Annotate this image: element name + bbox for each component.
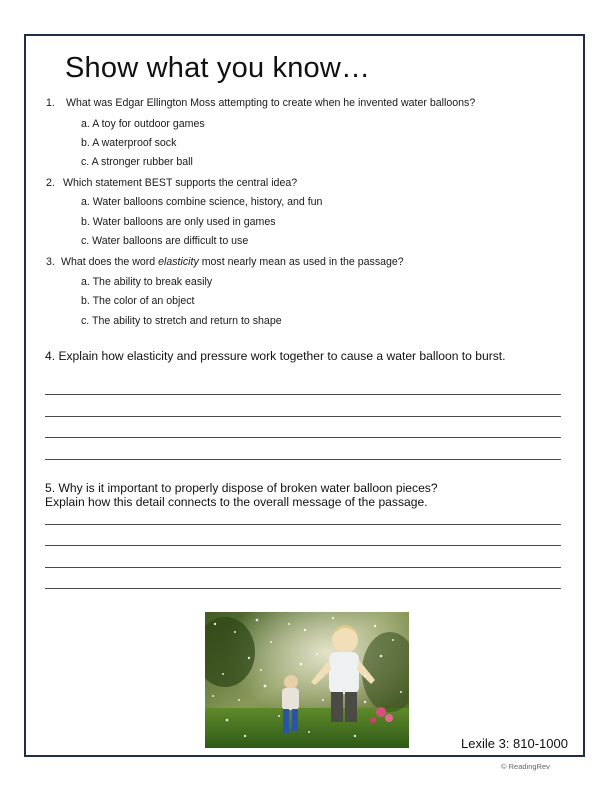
answer-line[interactable] xyxy=(45,416,561,417)
answer-line[interactable] xyxy=(45,588,561,589)
question-5-line-1: 5. Why is it important to properly dispose of broken water balloon pieces? xyxy=(45,481,438,495)
question-3 xyxy=(46,256,404,268)
question-1-option-b: b. A waterproof sock xyxy=(81,137,177,149)
question-2 xyxy=(46,177,297,189)
question-2-option-b: b. Water balloons are only used in games xyxy=(81,216,276,228)
question-3-option-b: b. The color of an object xyxy=(81,295,195,307)
kids-sprinkler-photo xyxy=(205,612,409,748)
question-2-option-a: a. Water balloons combine science, history, and fun xyxy=(81,196,323,208)
question-3-option-c: c. The ability to stretch and return to shape xyxy=(81,315,282,327)
copyright-notice: © ReadingRev xyxy=(501,762,550,771)
question-2-option-c: c. Water balloons are difficult to use xyxy=(81,235,249,247)
question-1 xyxy=(46,97,475,109)
question-1-number: 1. xyxy=(46,97,55,109)
page-title: Show what you know… xyxy=(65,52,371,84)
question-1-option-c: c. A stronger rubber ball xyxy=(81,156,193,168)
answer-line[interactable] xyxy=(45,524,561,525)
question-1-text: What was Edgar Ellington Moss attempting to create when he invented water balloons? xyxy=(65,97,476,109)
question-2-text: Which statement BEST supports the central idea? xyxy=(62,177,298,189)
answer-line[interactable] xyxy=(45,437,561,438)
question-3-emphasis: elasticity xyxy=(158,256,199,268)
question-3-option-a: a. The ability to break easily xyxy=(81,276,213,288)
question-3-number: 3. xyxy=(46,256,55,268)
question-2-number: 2. xyxy=(46,177,55,189)
question-4-text: 4. Explain how elasticity and pressure work together to cause a water balloon to burst. xyxy=(45,349,506,363)
question-3-text-after: most nearly mean as used in the passage? xyxy=(201,256,404,268)
question-5-line-2: Explain how this detail connects to the overall message of the passage. xyxy=(45,495,428,509)
answer-line[interactable] xyxy=(45,459,561,460)
answer-line[interactable] xyxy=(45,394,561,395)
question-3-text-before: What does the word xyxy=(60,256,156,268)
lexile-level: Lexile 3: 810-1000 xyxy=(461,736,568,751)
answer-line[interactable] xyxy=(45,567,561,568)
question-1-option-a: a. A toy for outdoor games xyxy=(81,118,205,130)
answer-line[interactable] xyxy=(45,545,561,546)
